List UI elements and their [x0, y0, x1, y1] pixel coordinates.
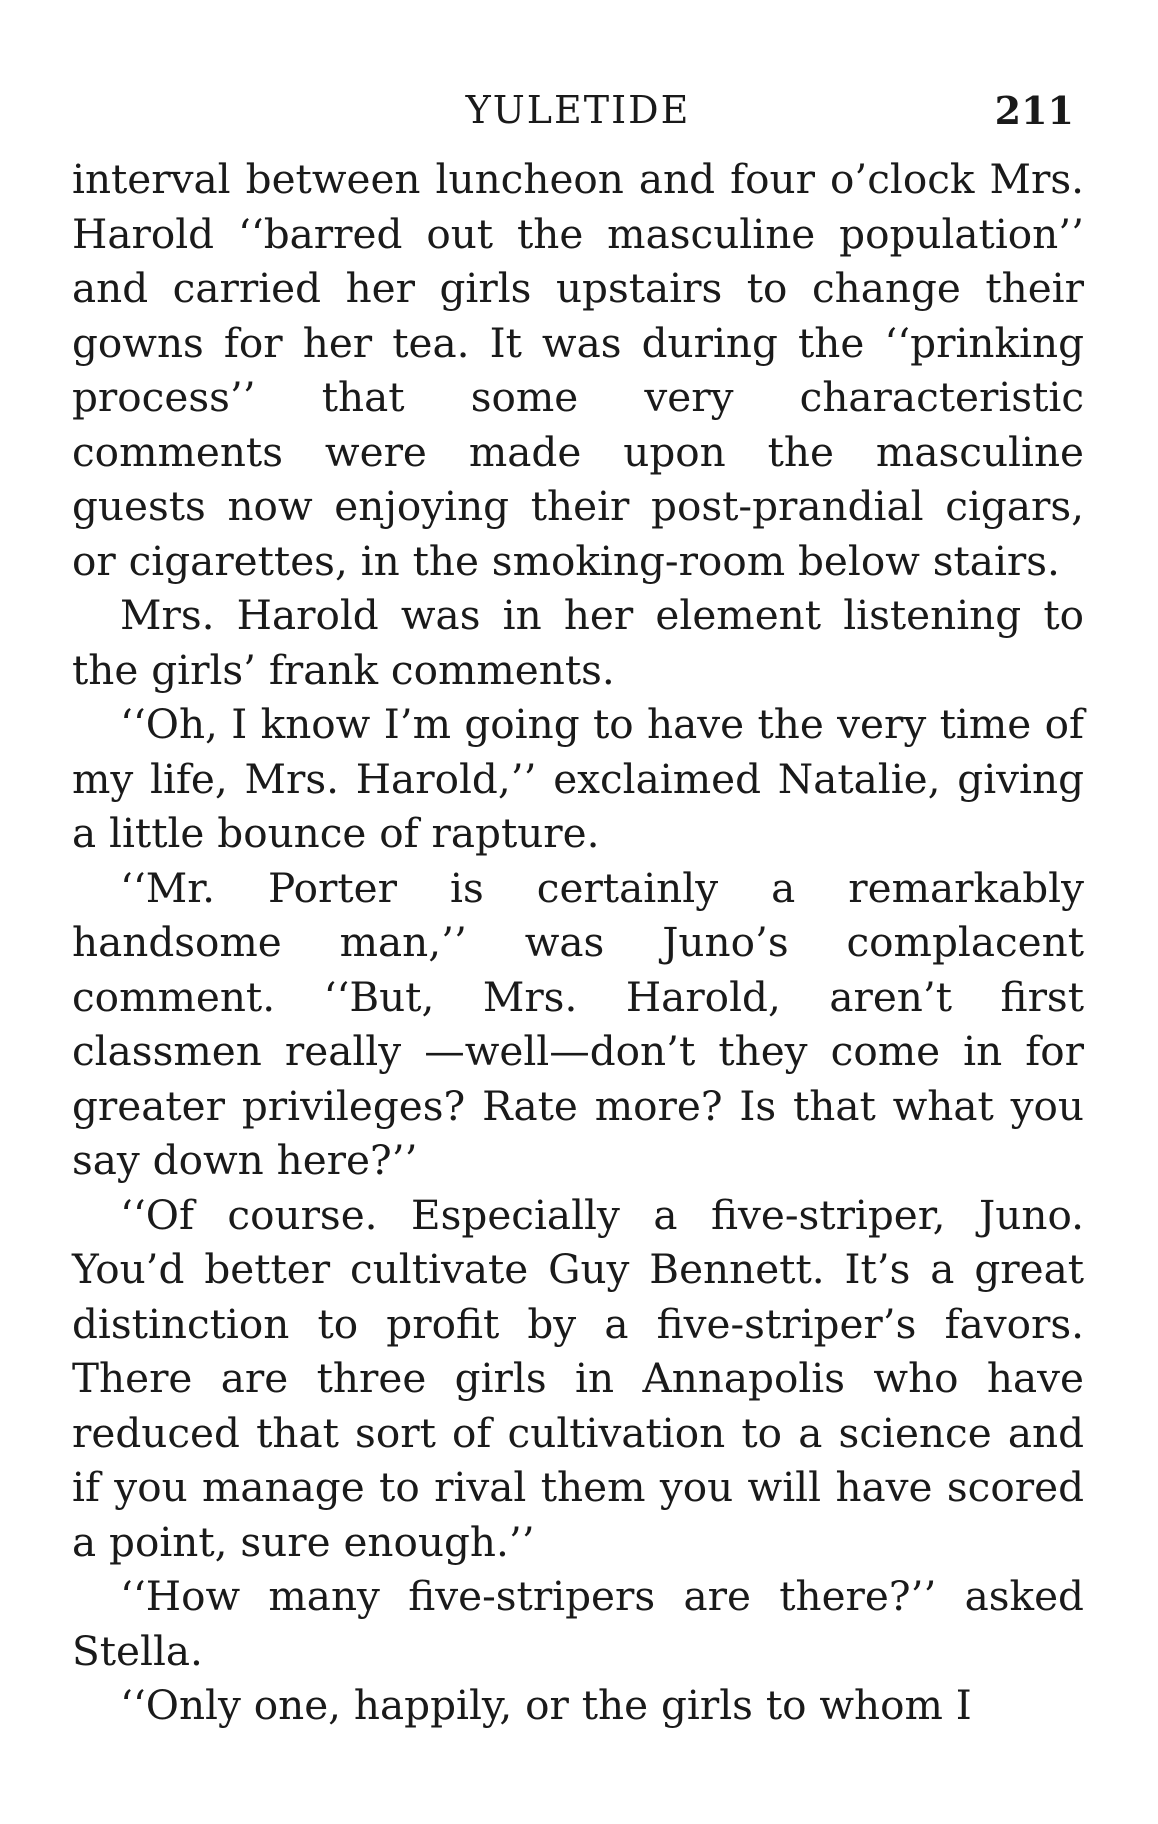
paragraph: interval between luncheon and four o’clock Mrs. Harold ‘‘barred out the masculine population’’ and carried her girls upstairs to change their gowns for her tea. It was during the ‘‘prinking process’’ that some very characteristic comments were made upon the masculine guests now enjoying their post-prandial cigars, or cigarettes, in the smoking-room below stairs. [72, 155, 1084, 585]
running-head [72, 88, 1084, 152]
paragraph: ‘‘How many five-stripers are there?’’ asked Stella. [72, 1572, 1084, 1675]
paragraph: Mrs. Harold was in her element listening to the girls’ frank comments. [72, 591, 1084, 694]
paragraph: ‘‘Oh, I know I’m going to have the very time of my life, Mrs. Harold,’’ exclaimed Natalie, giving a little bounce of rapture. [72, 700, 1084, 857]
paragraph: ‘‘Mr. Porter is certainly a remarkably handsome man,’’ was Juno’s complacent comment. ‘‘But, Mrs. Harold, aren’t first classmen really —well—don’t they come in for greater privileges? Rate more? Is that what you say down here?’’ [72, 863, 1084, 1184]
body-text [72, 152, 1084, 1733]
page-number: 211 [994, 88, 1074, 133]
book-page [72, 88, 1084, 1733]
running-title: YULETIDE [465, 88, 691, 132]
paragraph: ‘‘Only one, happily, or the girls to whom I [120, 1681, 972, 1729]
paragraph: ‘‘Of course. Especially a five-striper, Juno. You’d better cultivate Guy Bennett. It’s a great distinction to profit by a five-striper’s favors. There are three girls in Annapolis who have reduced that sort of cultivation to a science and if you manage to rival them you will have scored a point, sure enough.’’ [72, 1190, 1084, 1566]
